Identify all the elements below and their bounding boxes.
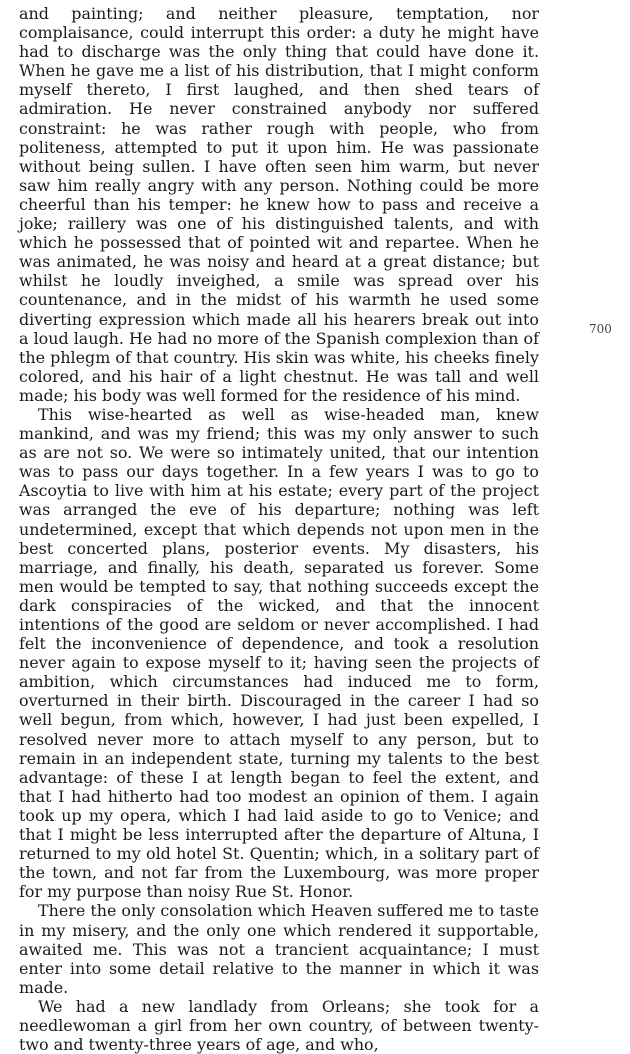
paragraph-3: There the only consolation which Heaven suffered me to taste in my misery, and the only one which rendered it supportable, awaited me. This was not a trancient acquaintance; I must enter into some detail relative to the manner in which it was made.	[19, 901, 539, 997]
line-number-marker: 700	[589, 322, 612, 336]
paragraph-4: We had a new landlady from Orleans; she took for a needlewoman a girl from her own country, of between twenty-two and twenty-three years of age, and who,	[19, 996, 539, 1054]
paragraph-2: This wise-hearted as well as wise-headed man, knew mankind, and was my friend; this was my only answer to such as are not so. We were so intimately united, that our intention was to pass our days together. In a few years I was to go to Ascoytia to live with him at his estate; every part of the project was arranged the eve of his departure; nothing was left undetermined, except that which depends not upon men in the best concerted plans, posterior events. My disasters, his marriage, and finally, his death, separated us forever. Some men would be tempted to say, that nothing succeeds except the dark conspiracies of the wicked, and that the innocent intentions of the good are seldom or never accomplished. I had felt the inconvenience of dependence, and took a resolution never again to expose myself to it; having seen the projects of ambition, which circumstances had induced me to form, overturned in their birth. Discouraged in the career I had so well begun, from which, however, I had just been expelled, I resolved never more to attach myself to any person, but to remain in an independent state, turning my talents to the best advantage: of these I at length began to feel the extent, and that I had hitherto had too modest an opinion of them. I again took up my opera, which I had laid aside to go to Venice; and that I might be less interrupted after the departure of Altuna, I returned to my old hotel St. Quentin; which, in a solitary part of the town, and not far from the Luxembourg, was more proper for my purpose than noisy Rue St. Honor.	[19, 404, 539, 902]
paragraph-1: and painting; and neither pleasure, temptation, nor complaisance, could interrupt this order: a duty he might have had to discharge was the only thing that could have done it. When he gave me a list of his distribution, that I might conform myself thereto, I first laughed, and then shed tears of admiration. He never constrained anybody nor suffered constraint: he was rather rough with people, who from politeness, attempted to put it upon him. He was passionate without being sullen. I have often seen him warm, but never saw him really angry with any person. Nothing could be more cheerful than his temper: he knew how to pass and receive a joke; raillery was one of his distinguished talents, and with which he possessed that of pointed wit and repartee. When he was animated, he was noisy and heard at a great distance; but whilst he loudly inveighed, a smile was spread over his countenance, and in the midst of his warmth he used some diverting expression which made all his hearers break out into a loud laugh. He had no more of the Spanish complexion than of the phlegm of that country. His skin was white, his cheeks finely colored, and his hair of a light chestnut. He was tall and well made; his body was well formed for the residence of his mind.	[19, 4, 539, 405]
body-text	[19, 4, 539, 1054]
